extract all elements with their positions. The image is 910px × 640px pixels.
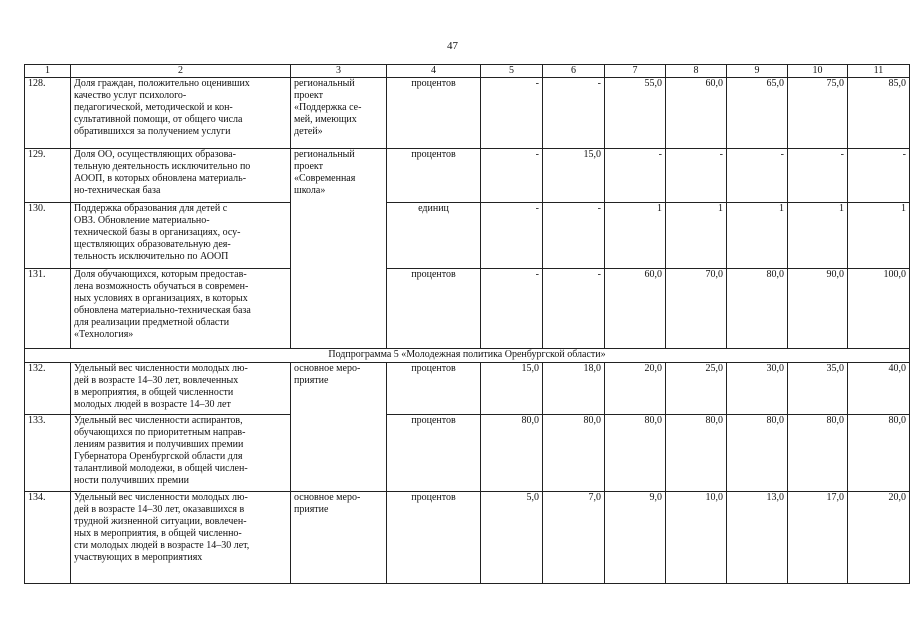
row-number: 133. [25,415,71,492]
value-cell: 30,0 [727,363,788,415]
indicator-name: Доля граждан, положительно оценивших качество услуг психолого- педагогической, методической и кон- сультативной помощи, от общего числа обратившихся за получением услуги [71,78,291,149]
indicator-name: Удельный вес численности молодых лю- дей в возрасте 14–30 лет, оказавшихся в трудной жизненной ситуации, вовлечен- ных в мероприятия, в общей численно- сти молодых людей в возрасте 14–30 лет, участвующих в мероприятиях [71,492,291,584]
header-col-4: 4 [387,65,481,78]
table-row [25,78,910,149]
unit: процентов [387,149,481,203]
header-col-7: 7 [605,65,666,78]
value-cell: 40,0 [848,363,910,415]
value-cell: 80,0 [605,415,666,492]
header-col-2: 2 [71,65,291,78]
value-cell: 75,0 [788,78,848,149]
project-name: основное меро- приятие [291,363,387,492]
header-col-9: 9 [727,65,788,78]
table-row [25,415,910,492]
value-cell: - [543,203,605,269]
value-cell: 18,0 [543,363,605,415]
unit: единиц [387,203,481,269]
header-row [25,65,910,78]
value-cell: - [727,149,788,203]
value-cell: 1 [727,203,788,269]
unit: процентов [387,269,481,349]
header-col-11: 11 [848,65,910,78]
value-cell: 17,0 [788,492,848,584]
value-cell: 55,0 [605,78,666,149]
value-cell: - [543,269,605,349]
value-cell: 85,0 [848,78,910,149]
value-cell: 60,0 [666,78,727,149]
value-cell: 70,0 [666,269,727,349]
value-cell: 13,0 [727,492,788,584]
table-row [25,149,910,203]
header-col-6: 6 [543,65,605,78]
value-cell: 60,0 [605,269,666,349]
value-cell: 5,0 [481,492,543,584]
header-col-3: 3 [291,65,387,78]
value-cell: - [481,78,543,149]
value-cell: 80,0 [788,415,848,492]
value-cell: 80,0 [481,415,543,492]
header-col-8: 8 [666,65,727,78]
value-cell: 20,0 [848,492,910,584]
value-cell: 90,0 [788,269,848,349]
header-col-1: 1 [25,65,71,78]
value-cell: 1 [666,203,727,269]
value-cell: 1 [788,203,848,269]
value-cell: - [666,149,727,203]
row-number: 132. [25,363,71,415]
subprogram-row [25,349,910,363]
row-number: 128. [25,78,71,149]
row-number: 129. [25,149,71,203]
indicator-name: Удельный вес численности молодых лю- дей в возрасте 14–30 лет, вовлеченных в мероприятия, в общей численности молодых людей в возрасте 14–30 лет [71,363,291,415]
row-number: 131. [25,269,71,349]
value-cell: 1 [605,203,666,269]
indicator-name: Поддержка образования для детей с ОВЗ. Обновление материально- технической базы в организациях, осу- ществляющих образовательную дея- тельность исключительно по АООП [71,203,291,269]
indicator-name: Доля обучающихся, которым предостав- лена возможность обучаться в современ- ных условиях в организациях, в которых обновлена материально-техническая база для реализации предметной области «Технология» [71,269,291,349]
subprogram-title: Подпрограмма 5 «Молодежная политика Оренбургской области» [25,349,910,363]
value-cell: 7,0 [543,492,605,584]
table-row [25,363,910,415]
indicator-name: Удельный вес численности аспирантов, обучающихся по приоритетным направ- лениям развития и получивших премии Губернатора Оренбургской области для талантливой молодежи, в общей числен- ности получивших премии [71,415,291,492]
indicator-table [24,64,910,584]
value-cell: - [481,269,543,349]
value-cell: 1 [848,203,910,269]
project-name: региональный проект «Современная школа» [291,149,387,349]
row-number: 130. [25,203,71,269]
value-cell: 80,0 [727,269,788,349]
value-cell: 25,0 [666,363,727,415]
value-cell: 20,0 [605,363,666,415]
header-col-5: 5 [481,65,543,78]
value-cell: - [788,149,848,203]
value-cell: 15,0 [481,363,543,415]
table-row [25,492,910,584]
unit: процентов [387,363,481,415]
project-name: основное меро- приятие [291,492,387,584]
value-cell: 10,0 [666,492,727,584]
table-row [25,203,910,269]
project-name: региональный проект «Поддержка се- мей, имеющих детей» [291,78,387,149]
value-cell: 80,0 [666,415,727,492]
value-cell: - [605,149,666,203]
value-cell: 15,0 [543,149,605,203]
row-number: 134. [25,492,71,584]
indicator-name: Доля ОО, осуществляющих образова- тельную деятельность исключительно по АООП, в которых обновлена материаль- но-техническая база [71,149,291,203]
value-cell: 100,0 [848,269,910,349]
page-number: 47 [447,40,458,52]
value-cell: - [481,203,543,269]
value-cell: 80,0 [543,415,605,492]
value-cell: - [481,149,543,203]
unit: процентов [387,78,481,149]
value-cell: 80,0 [727,415,788,492]
value-cell: 35,0 [788,363,848,415]
table-row [25,269,910,349]
value-cell: - [848,149,910,203]
unit: процентов [387,492,481,584]
value-cell: 65,0 [727,78,788,149]
value-cell: 80,0 [848,415,910,492]
value-cell: - [543,78,605,149]
unit: процентов [387,415,481,492]
header-col-10: 10 [788,65,848,78]
value-cell: 9,0 [605,492,666,584]
